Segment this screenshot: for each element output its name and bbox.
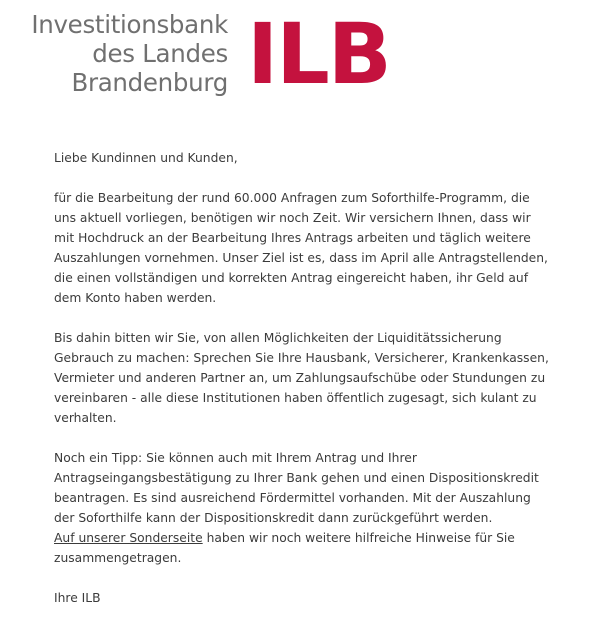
paragraph-1: für die Bearbeitung der rund 60.000 Anfragen zum Soforthilfe-Programm, die uns aktuell vorliegen, benötigen wir noch Zeit. Wir versichern Ihnen, dass wir mit Hochdruck an der Bearbeitung Ihres Antrags arbeiten und täglich weitere Auszahlungen vornehmen. Unser Ziel ist es, dass im April alle Antragstellenden, die einen vollständigen und korrekten Antrag eingereicht haben, ihr Geld auf dem Konto haben werden. (54, 191, 548, 305)
signature: Ihre ILB (54, 591, 101, 605)
paragraph-2: Bis dahin bitten wir Sie, von allen Möglichkeiten der Liquiditätssicherung Gebrauch zu machen: Sprechen Sie Ihre Hausbank, Versicherer, Krankenkassen, Vermieter und anderen Partner an, um Zahlungsaufschübe oder Stundungen zu vereinbaren - alle diese Institutionen haben öffentlich zugesagt, sich kulant zu verhalten. (54, 331, 549, 425)
logo-mark-ilb: ILB (247, 5, 390, 103)
logo-line-1: Investitionsbank (31, 10, 228, 39)
greeting: Liebe Kundinnen und Kunden, (54, 151, 238, 165)
paragraph-3 (54, 448, 554, 568)
logo-line-3: Brandenburg (71, 68, 228, 97)
letter-body (54, 148, 554, 628)
logo-wordmark (31, 10, 228, 97)
sonderseite-link[interactable]: Auf unserer Sonderseite (54, 531, 203, 545)
paragraph-3-text: Noch ein Tipp: Sie können auch mit Ihrem Antrag und Ihrer Antragseingangsbestätigung zu Ihrer Bank gehen und einen Dispositionskredit beantragen. Es sind ausreichend Fördermittel vorhanden. Mit der Auszahlung der Soforthilfe kann der Dispositionskredit dann zurückgeführt werden. (54, 451, 539, 525)
logo-line-2: des Landes (92, 39, 228, 68)
link-suffix-text: haben wir noch weitere hilfreiche Hinweise für Sie zusammengetragen. (54, 531, 515, 565)
ilb-logo (31, 5, 414, 103)
